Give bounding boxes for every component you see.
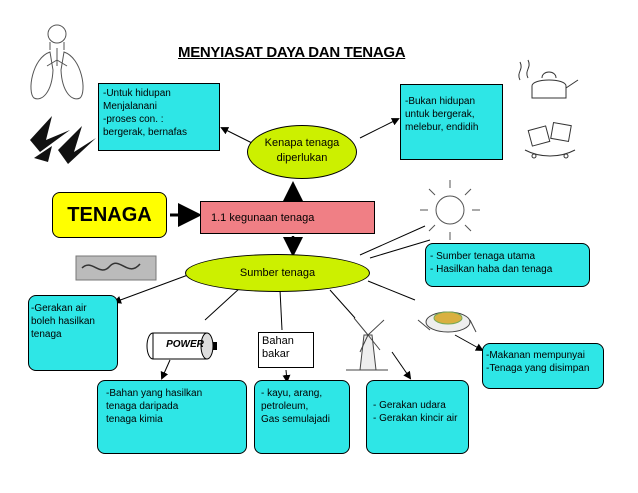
makanan-line-1: -Makanan mempunyai (486, 350, 585, 361)
matahari-line-1: - Sumber tenaga utama (430, 251, 536, 262)
lungs-icon (31, 25, 83, 99)
page-title: MENYIASAT DAYA DAN TENAGA (178, 44, 406, 61)
arrow-kenapa-to-bukan-hidupan (360, 119, 398, 138)
kenapa-line-2: diperlukan (276, 152, 328, 164)
birds-icon (30, 116, 96, 164)
windmill-icon (346, 318, 388, 370)
bukan-hidupan-box (400, 84, 503, 160)
food-icon (418, 312, 476, 332)
bahan-bakar-detail-box (254, 380, 350, 454)
udara-line-1: - Gerakan udara (373, 400, 446, 411)
battery-label: POWER (166, 339, 204, 350)
air-box (28, 295, 118, 371)
hidupan-line-3: -proses con. : (103, 114, 164, 125)
sun-icon (420, 180, 480, 240)
hidupan-line-2: Menjalanani (103, 101, 157, 112)
bahan-bakar-label-1: Bahan (262, 335, 294, 347)
kimia-box (97, 380, 247, 454)
kegunaan-box: 1.1 kegunaan tenaga (200, 201, 375, 234)
udara-line-2: - Gerakan kincir air (373, 413, 458, 424)
bukan-hidupan-line-2: untuk bergerak, (405, 109, 475, 120)
line-sumber-to-udara (330, 290, 355, 318)
bahan-bakar-line-1: - kayu, arang, (261, 388, 323, 399)
sumber-ellipse: Sumber tenaga (185, 254, 370, 292)
kenapa-ellipse (247, 125, 357, 179)
air-line-1: -Gerakan air (31, 303, 87, 314)
air-line-3: tenaga (31, 329, 62, 340)
makanan-box (482, 343, 604, 389)
line-sumber-to-matahari (370, 240, 430, 258)
kimia-line-3: tenaga kimia (106, 414, 163, 425)
bahan-bakar-line-3: Gas semulajadi (261, 414, 330, 425)
ice-cubes-icon (525, 123, 575, 158)
bukan-hidupan-line-1: -Bukan hidupan (405, 96, 476, 107)
bahan-bakar-box (258, 332, 314, 368)
bukan-hidupan-line-3: melebur, endidih (405, 122, 479, 133)
kimia-line-2: tenaga daripada (106, 401, 179, 412)
bahan-bakar-line-2: petroleum, (261, 401, 309, 412)
makanan-line-2: -Tenaga yang disimpan (486, 363, 590, 374)
water-icon (76, 256, 156, 280)
hidupan-line-1: -Untuk hidupan (103, 88, 171, 99)
kimia-line-1: -Bahan yang hasilkan (106, 388, 203, 399)
tenaga-box: TENAGA (52, 192, 167, 238)
matahari-box (425, 243, 590, 287)
kenapa-line-1: Kenapa tenaga (264, 137, 340, 149)
line-sumber-to-kimia (205, 288, 240, 320)
kettle-icon (519, 60, 578, 98)
air-line-2: boleh hasilkan (31, 316, 95, 327)
udara-box (366, 380, 469, 454)
hidupan-line-4: bergerak, bernafas (103, 127, 187, 138)
matahari-line-2: - Hasilkan haba dan tenaga (430, 264, 553, 275)
hidupan-box (98, 83, 220, 151)
bahan-bakar-label-2: bakar (262, 348, 290, 360)
line-sumber-to-bahan-bakar (280, 290, 282, 330)
line-sumber-to-makanan (368, 281, 415, 300)
